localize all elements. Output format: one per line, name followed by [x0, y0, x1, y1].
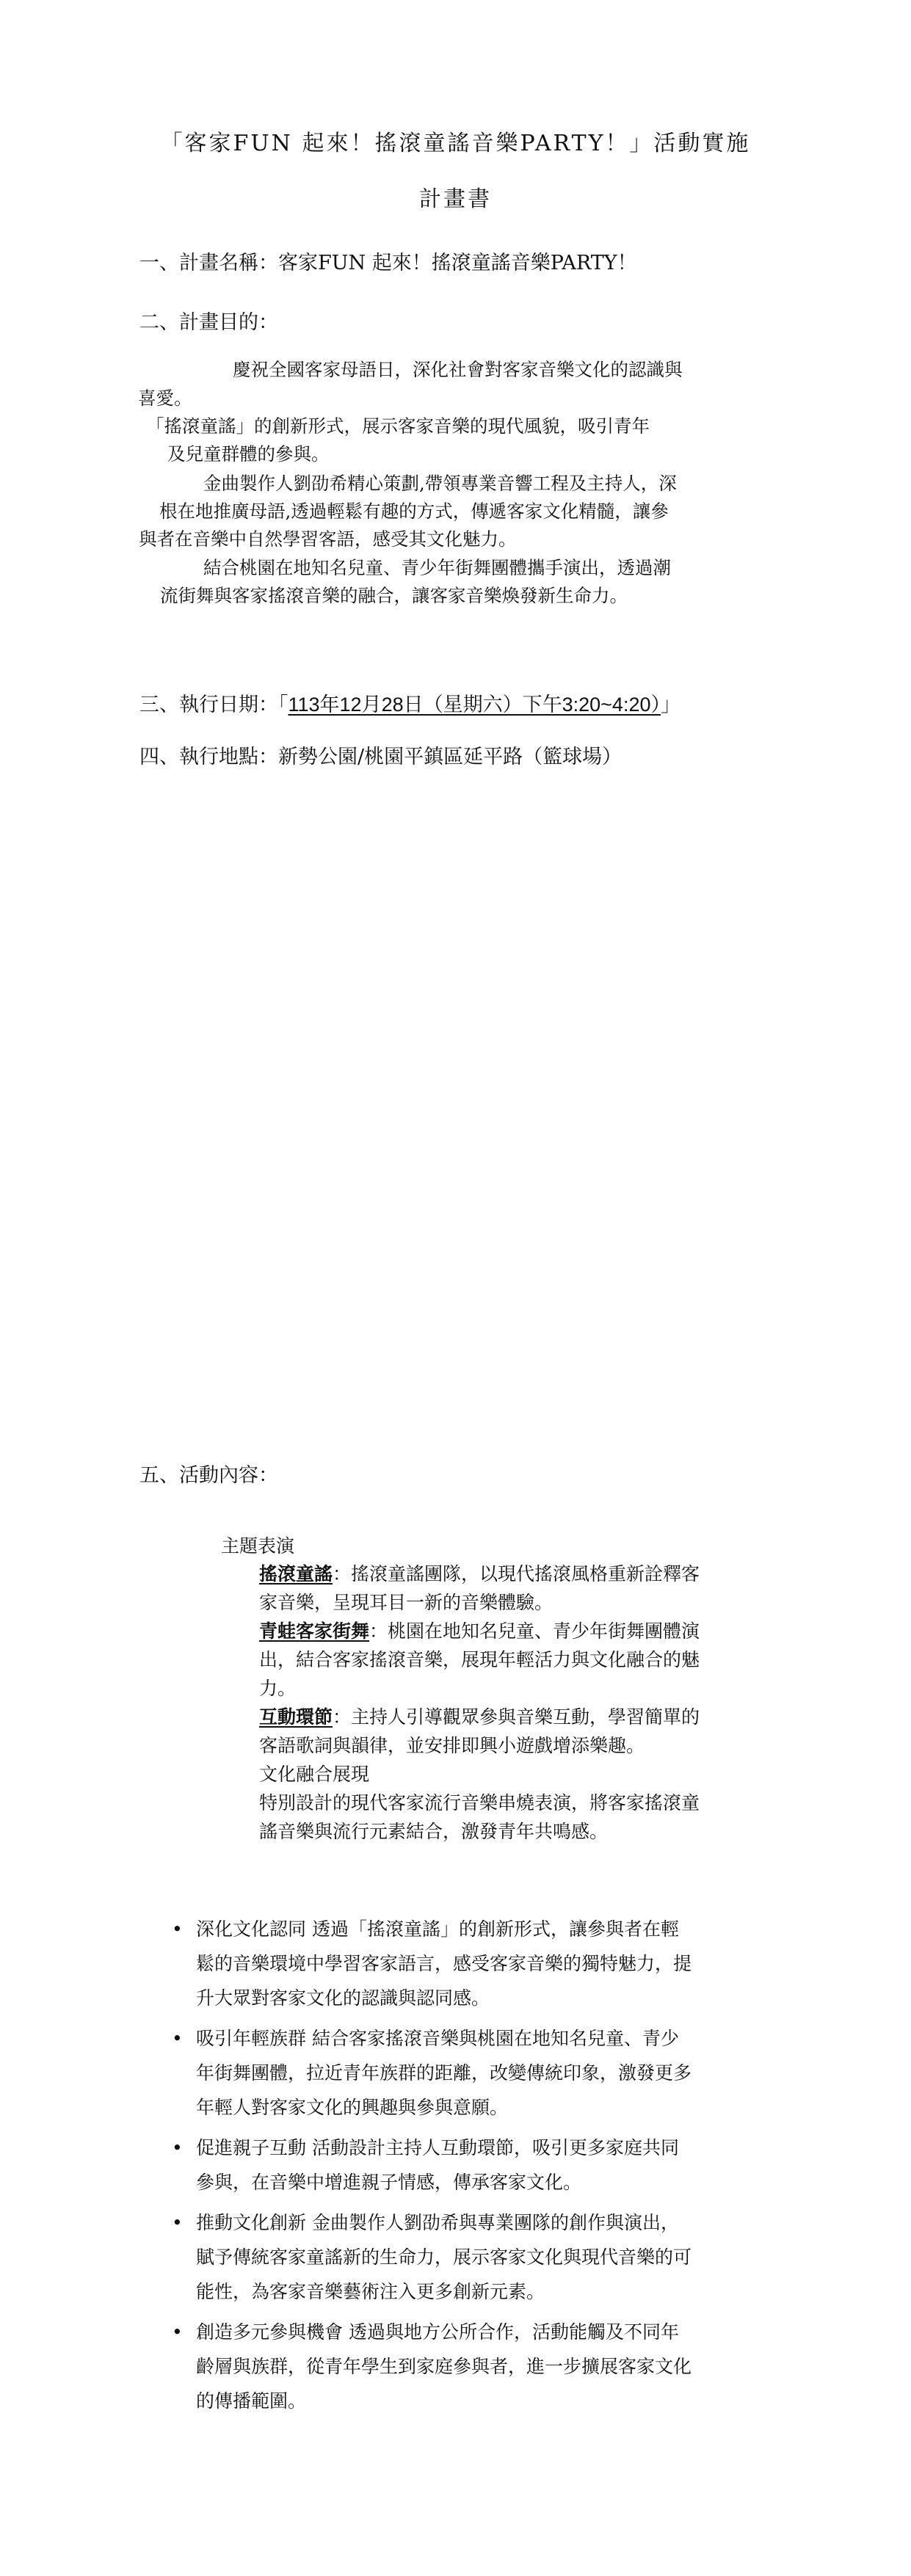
date-suffix: 」	[660, 694, 680, 716]
fusion-text: 謠音樂與流行元素結合，激發青年共鳴感。	[259, 1821, 609, 1842]
list-item-text: 年輕人對客家文化的興趣與參與意願。	[196, 2097, 509, 2118]
list-item-text: 推動文化創新 金曲製作人劉劭希與專業團隊的創作與演出，	[196, 2212, 679, 2233]
activity-text: 客語歌詞與韻律，並安排即興小遊戲增添樂趣。	[259, 1735, 645, 1756]
list-item	[172, 2021, 781, 2125]
activity-item-interaction	[259, 1703, 839, 1760]
plan-name: 一、計畫名稱：客家FUN 起來！搖滾童謠音樂PARTY！	[139, 252, 637, 274]
bullet-icon: •	[172, 2137, 183, 2158]
activity-text: 家音樂，呈現耳目一新的音樂體驗。	[259, 1592, 554, 1613]
list-item-text: 的傳播範圍。	[196, 2390, 307, 2412]
date-prefix: 三、執行日期：「	[139, 694, 288, 716]
list-item	[172, 2205, 781, 2309]
purpose-line: 與者在音樂中自然學習客語，感受其文化魅力。	[139, 528, 517, 550]
list-item-text: 賦予傳統客家童謠新的生命力，展示客家文化與現代音樂的可	[196, 2246, 692, 2268]
list-item-text: 創造多元參與機會 透過與地方公所合作，活動能觸及不同年	[196, 2321, 679, 2343]
purpose-line: 慶祝全國客家母語日，深化社會對客家音樂文化的認識與	[233, 359, 683, 380]
date-value: 113年12月28日（星期六）下午3:20~4:20）	[288, 694, 661, 716]
activity-text: ：搖滾童謠團隊，以現代搖滾風格重新詮釋客	[333, 1563, 700, 1584]
activity-text: 力。	[259, 1678, 297, 1699]
list-item	[172, 2315, 781, 2418]
purpose-line: 流街舞與客家搖滾音樂的融合，讓客家音樂煥發新生命力。	[160, 585, 628, 606]
content-heading: 五、活動內容：	[139, 1464, 278, 1487]
execution-location: 四、執行地點：新勢公園/桃園平鎮區延平路（籃球場）	[139, 746, 623, 768]
fusion-text: 特別設計的現代客家流行音樂串燒表演，將客家搖滾童	[259, 1792, 700, 1813]
bullet-icon: •	[172, 1918, 183, 1940]
document-subtitle: 計畫書	[419, 186, 492, 212]
purpose-line: 「搖滾童謠」的創新形式，展示客家音樂的現代風貌，吸引青年	[146, 415, 650, 437]
activity-item-dance	[259, 1617, 839, 1703]
list-item-text: 能性，為客家音樂藝術注入更多創新元素。	[196, 2281, 545, 2302]
activity-label: 互動環節	[259, 1706, 333, 1728]
list-item-text: 參與，在音樂中增進親子情感，傳承客家文化。	[196, 2172, 582, 2193]
list-item	[172, 1912, 781, 2015]
list-item-text: 鬆的音樂環境中學習客家語言，感受客家音樂的獨特魅力，提	[196, 1953, 692, 1974]
list-item-text: 促進親子互動 活動設計主持人互動環節，吸引更多家庭共同	[196, 2137, 679, 2158]
bullet-icon: •	[172, 2212, 183, 2233]
purpose-heading: 二、計畫目的：	[139, 311, 278, 334]
activity-label: 搖滾童謠	[259, 1563, 333, 1584]
purpose-line: 及兒童群體的參與。	[167, 443, 330, 465]
bullet-icon: •	[172, 2028, 183, 2049]
goals-list	[172, 1912, 781, 2424]
activity-text: ：桃園在地知名兒童、青少年街舞團體演	[369, 1620, 700, 1642]
theme-heading: 主題表演	[221, 1535, 295, 1557]
execution-date	[139, 690, 680, 720]
activity-label: 青蛙客家街舞	[259, 1620, 370, 1642]
list-item	[172, 2131, 781, 2200]
purpose-line: 金曲製作人劉劭希精心策劃,帶領專業音響工程及主持人，深	[203, 473, 677, 494]
activity-text: 出，結合客家搖滾音樂，展現年輕活力與文化融合的魅	[259, 1649, 700, 1670]
list-item-text: 深化文化認同 透過「搖滾童謠」的創新形式，讓參與者在輕	[196, 1918, 679, 1940]
bullet-icon: •	[172, 2321, 183, 2343]
list-item-text: 吸引年輕族群 結合客家搖滾音樂與桃園在地知名兒童、青少	[196, 2028, 679, 2049]
purpose-line: 喜愛。	[138, 388, 192, 409]
list-item-text: 齡層與族群，從青年學生到家庭參與者，進一步擴展客家文化	[196, 2356, 692, 2377]
list-item-text: 升大眾對客家文化的認識與認同感。	[196, 1987, 490, 2009]
list-item-text: 年街舞團體，拉近青年族群的距離，改變傳統印象，激發更多	[196, 2062, 692, 2084]
activity-item-rock	[259, 1560, 839, 1617]
fusion-block	[259, 1789, 839, 1846]
activity-text: ：主持人引導觀眾參與音樂互動，學習簡單的	[333, 1706, 700, 1728]
purpose-line: 根在地推廣母語,透過輕鬆有趣的方式，傳遞客家文化精髓，讓參	[159, 501, 669, 522]
fusion-heading: 文化融合展現	[259, 1764, 370, 1785]
purpose-line: 結合桃園在地知名兒童、青少年街舞團體攜手演出，透過潮	[203, 557, 671, 578]
document-title: 「客家FUN 起來！搖滾童謠音樂PARTY！」活動實施	[160, 131, 751, 156]
